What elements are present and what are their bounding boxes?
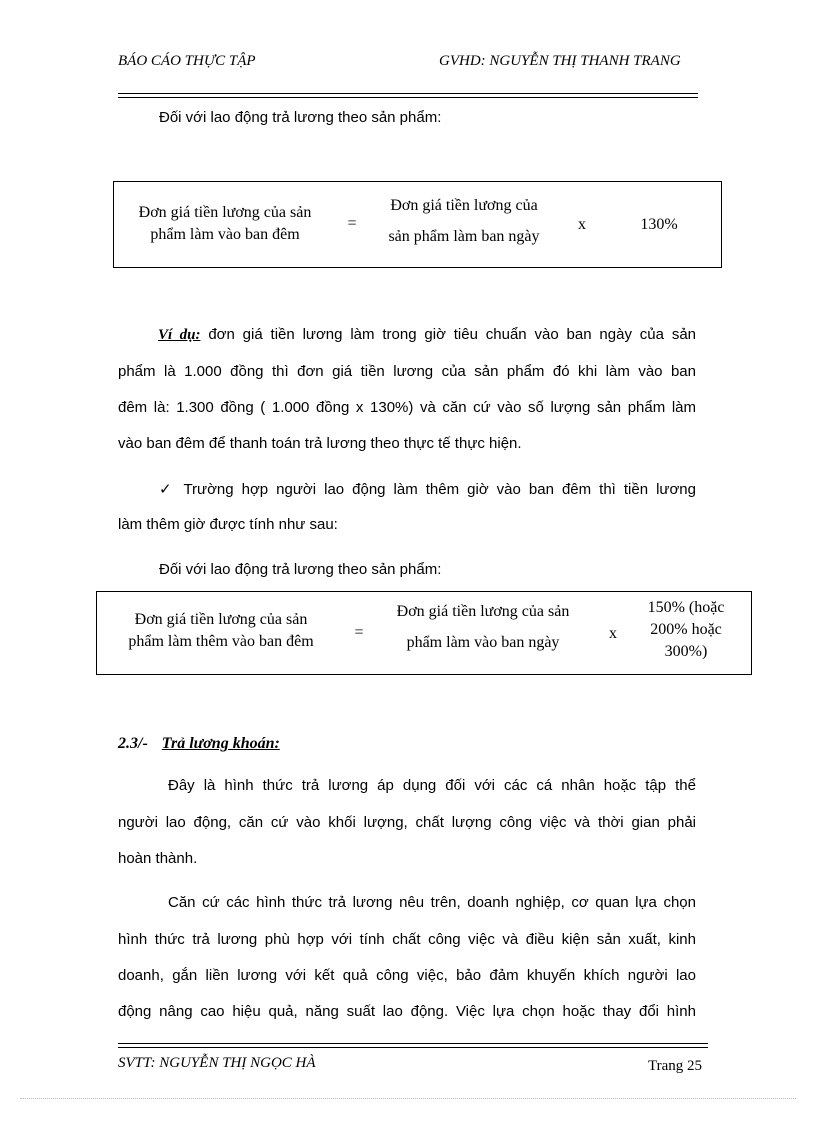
check-icon: ✓: [159, 480, 176, 498]
section-title: [118, 735, 280, 753]
para2-line-3: doanh, gắn liền lương với kết quả công việc, bảo đảm khuyến khích người lao: [118, 967, 696, 984]
formula-1-mid: [364, 195, 564, 248]
section-number: 2.3/-: [118, 735, 148, 752]
formula-box-1: [113, 181, 722, 268]
formula-1-factor: 130%: [640, 216, 678, 233]
header-left: BÁO CÁO THỰC TẬP: [118, 53, 256, 69]
intro-text-1: Đối với lao động trả lương theo sản phẩm:: [159, 109, 442, 126]
overtime-line-1: [159, 480, 696, 499]
para1-line-1: [118, 777, 696, 795]
formula-2-left-line1: Đơn giá tiền lương của sản: [134, 611, 308, 628]
formula-2-equals: =: [354, 624, 364, 641]
formula-1-left-line1: Đơn giá tiền lương của sản: [138, 204, 312, 221]
page-number: Trang 25: [648, 1058, 703, 1074]
formula-box-2: [96, 591, 752, 675]
example-label: Ví dụ:: [158, 327, 201, 343]
formula-2-mid-line1: Đơn giá tiền lương của sản: [396, 603, 570, 620]
formula-2-mid: [373, 601, 593, 654]
formula-2-left-line2: phẩm làm thêm vào ban đêm: [128, 633, 314, 650]
para2-text-1: Căn cứ các hình thức trả lương nêu trên, doanh nghiệp, cơ quan lựa chọn: [168, 894, 696, 911]
para2-line-4: động nâng cao hiệu quả, năng suất lao động. Việc lựa chọn hoặc thay đổi hình: [118, 1003, 696, 1020]
example-line-2: phẩm là 1.000 đồng thì đơn giá tiền lương của sản phẩm đó khi làm vào ban: [118, 363, 696, 380]
formula-2-left: [97, 609, 345, 653]
formula-2-factor-line3: 300%): [664, 643, 708, 660]
footer-rule: [118, 1043, 708, 1048]
footer-left: SVTT: NGUYỄN THỊ NGỌC HÀ: [118, 1055, 316, 1071]
para2-line-2: hình thức trả lương phù hợp với tính chất công việc và điều kiện sản xuất, kinh: [118, 931, 696, 948]
para1-line-2: người lao động, căn cứ vào khối lượng, chất lượng công việc và thời gian phải: [118, 814, 696, 831]
header-rule: [118, 93, 698, 98]
example-line-4: vào ban đêm để thanh toán trả lương theo thực tế thực hiện.: [118, 435, 522, 452]
para2-line-1: [118, 894, 696, 912]
example-text-1: đơn giá tiền lương làm trong giờ tiêu chuẩn vào ban ngày của sản: [208, 326, 697, 343]
page-edge-line: [20, 1098, 796, 1099]
formula-1-equals: =: [347, 215, 357, 232]
para1-text-1: Đây là hình thức trả lương áp dụng đối với các cá nhân hoặc tập thể: [168, 777, 696, 794]
example-line-1: [118, 326, 696, 344]
formula-1-mid-line2: sản phẩm làm ban ngày: [388, 228, 540, 245]
formula-2-factor-line1: 150% (hoặc: [647, 599, 725, 616]
formula-1-mid-line1: Đơn giá tiền lương của: [390, 197, 538, 214]
formula-1-left: [114, 202, 336, 246]
overtime-line-2: làm thêm giờ được tính như sau:: [118, 516, 338, 533]
para1-line-3: hoàn thành.: [118, 850, 198, 867]
example-line-3: đêm là: 1.300 đồng ( 1.000 đồng x 130%) và căn cứ vào số lượng sản phẩm làm: [118, 399, 696, 416]
formula-2-mid-line2: phẩm làm vào ban ngày: [406, 634, 560, 651]
overtime-text-1: Trường hợp người lao động làm thêm giờ vào ban đêm thì tiền lương: [183, 481, 696, 498]
formula-2-factor-line2: 200% hoặc: [650, 621, 722, 638]
formula-1-left-line2: phẩm làm vào ban đêm: [150, 226, 300, 243]
section-heading: Trả lương khoán:: [161, 735, 280, 752]
intro-text-2: Đối với lao động trả lương theo sản phẩm:: [159, 561, 442, 578]
formula-1-times: x: [578, 216, 586, 233]
header-right: GVHD: NGUYỄN THỊ THANH TRANG: [439, 53, 681, 69]
formula-2-times: x: [609, 625, 617, 642]
formula-2-factor: [631, 597, 741, 663]
